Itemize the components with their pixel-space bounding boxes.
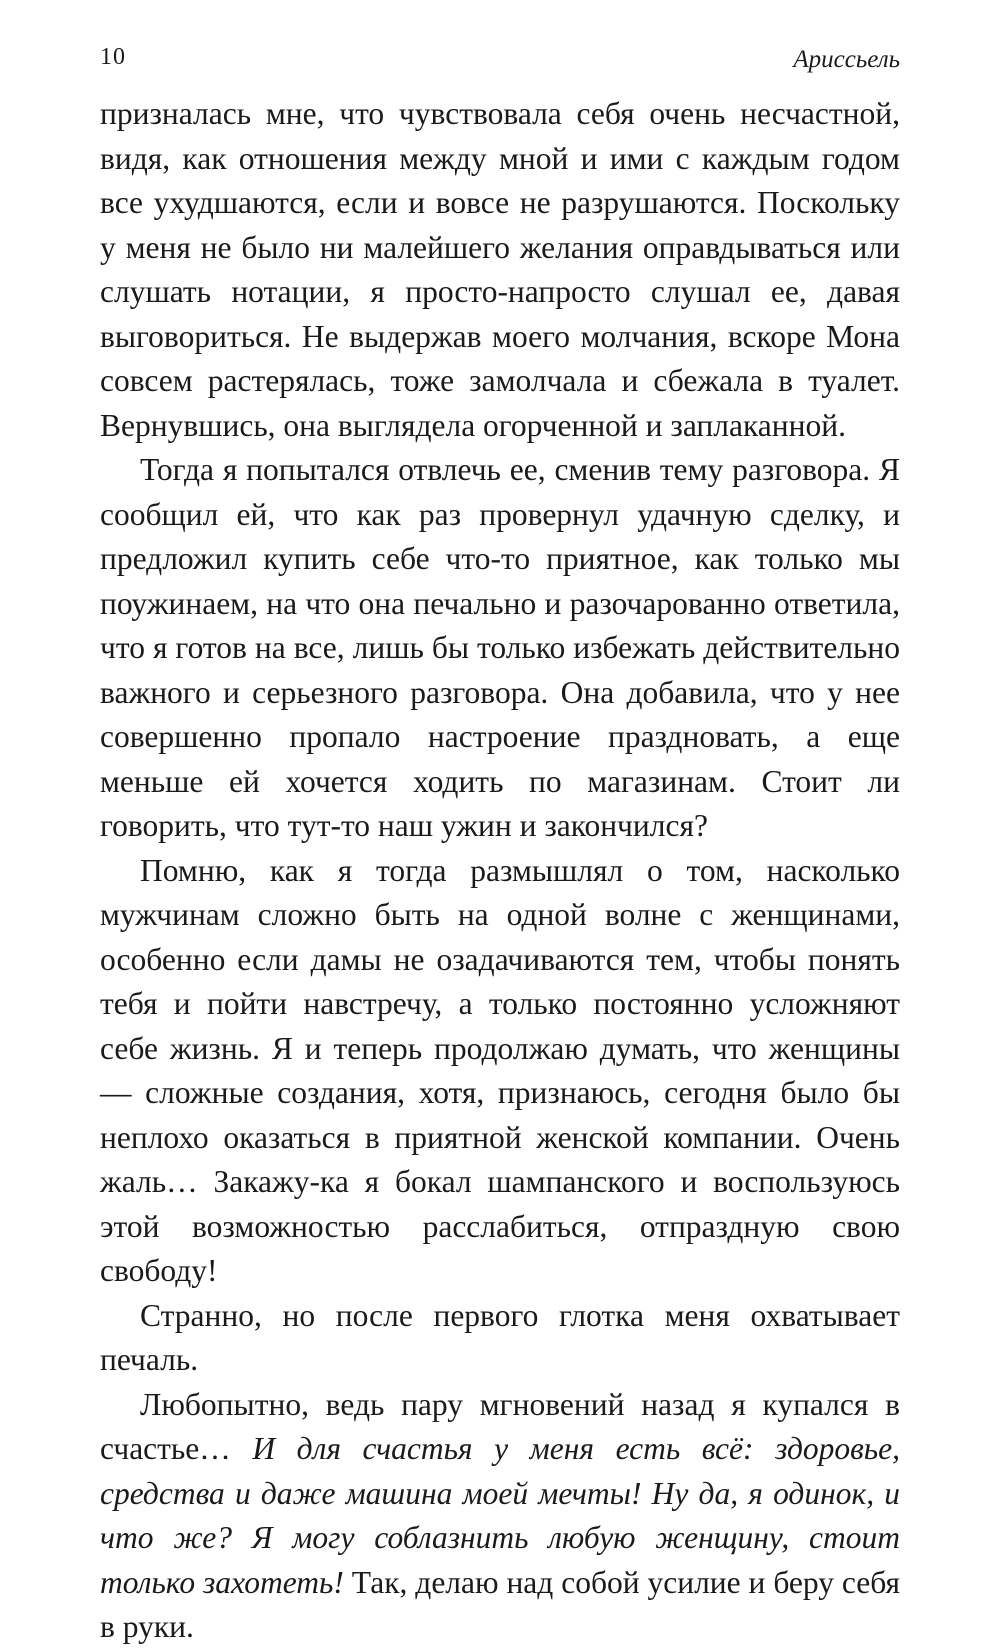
book-page: [100, 40, 900, 1644]
running-head: [100, 40, 900, 92]
paragraph-2: Тогда я попытался отвлечь ее, сменив тему разговора. Я сообщил ей, что как раз провернул удачную сделку, и предложил купить себе что-то приятное, как только мы поужинаем, на что она печально и разочарованно ответила, что я готов на все, лишь бы только избежать действительно важного и серьезного разговора. Она добавила, что у нее совершенно пропало настроение праздновать, а еще меньше ей хочется ходить по магазинам. Стоит ли говорить, что тут-то наш ужин и закончился?: [100, 452, 900, 843]
running-title: Ариссьель: [793, 46, 900, 73]
paragraph-1: призналась мне, что чувствовала себя очень несчастной, видя, как отношения между мной и ими с каждым годом все ухудшаются, если и вовсе не разрушаются. Поскольку у меня не было ни малейшего желания оправдываться или слушать нотации, я просто-напросто слушал ее, давая выговориться. Не выдержав моего молчания, вскоре Мона совсем растерялась, тоже замолчала и сбежала в туалет. Вернувшись, она выглядела огорченной и заплаканной.: [100, 96, 900, 443]
body-text: [100, 92, 900, 1650]
paragraph-5-plain-end: Так, делаю над собой усилие и беру себя в руки.: [100, 1564, 900, 1644]
paragraph-5-plain-start: Любопытно, ведь пару мгновений назад я купался в счастье…: [100, 1386, 900, 1466]
paragraph-5-italic-thought: И для счастья у меня есть всё: здоровье, средства и даже машина моей мечты! Ну да, я одинок, и что же? Я могу соблазнить любую женщину, стоит только захотеть!: [100, 1431, 900, 1600]
paragraph-5: [100, 1383, 900, 1650]
paragraph-4: Странно, но после первого глотка меня охватывает печаль.: [100, 1297, 900, 1377]
page-number: 10: [100, 44, 126, 70]
paragraph-3: Помню, как я тогда размышлял о том, насколько мужчинам сложно быть на одной волне с женщинами, особенно если дамы не озадачиваются тем, чтобы понять тебя и пойти навстречу, а только постоянно усложняют себе жизнь. Я и теперь продолжаю думать, что женщины — сложные создания, хотя, признаюсь, сегодня было бы неплохо оказаться в приятной женской компании. Очень жаль… Закажу-ка я бокал шампанского и воспользуюсь этой возможностью расслабиться, отпраздную свою свободу!: [100, 852, 900, 1288]
